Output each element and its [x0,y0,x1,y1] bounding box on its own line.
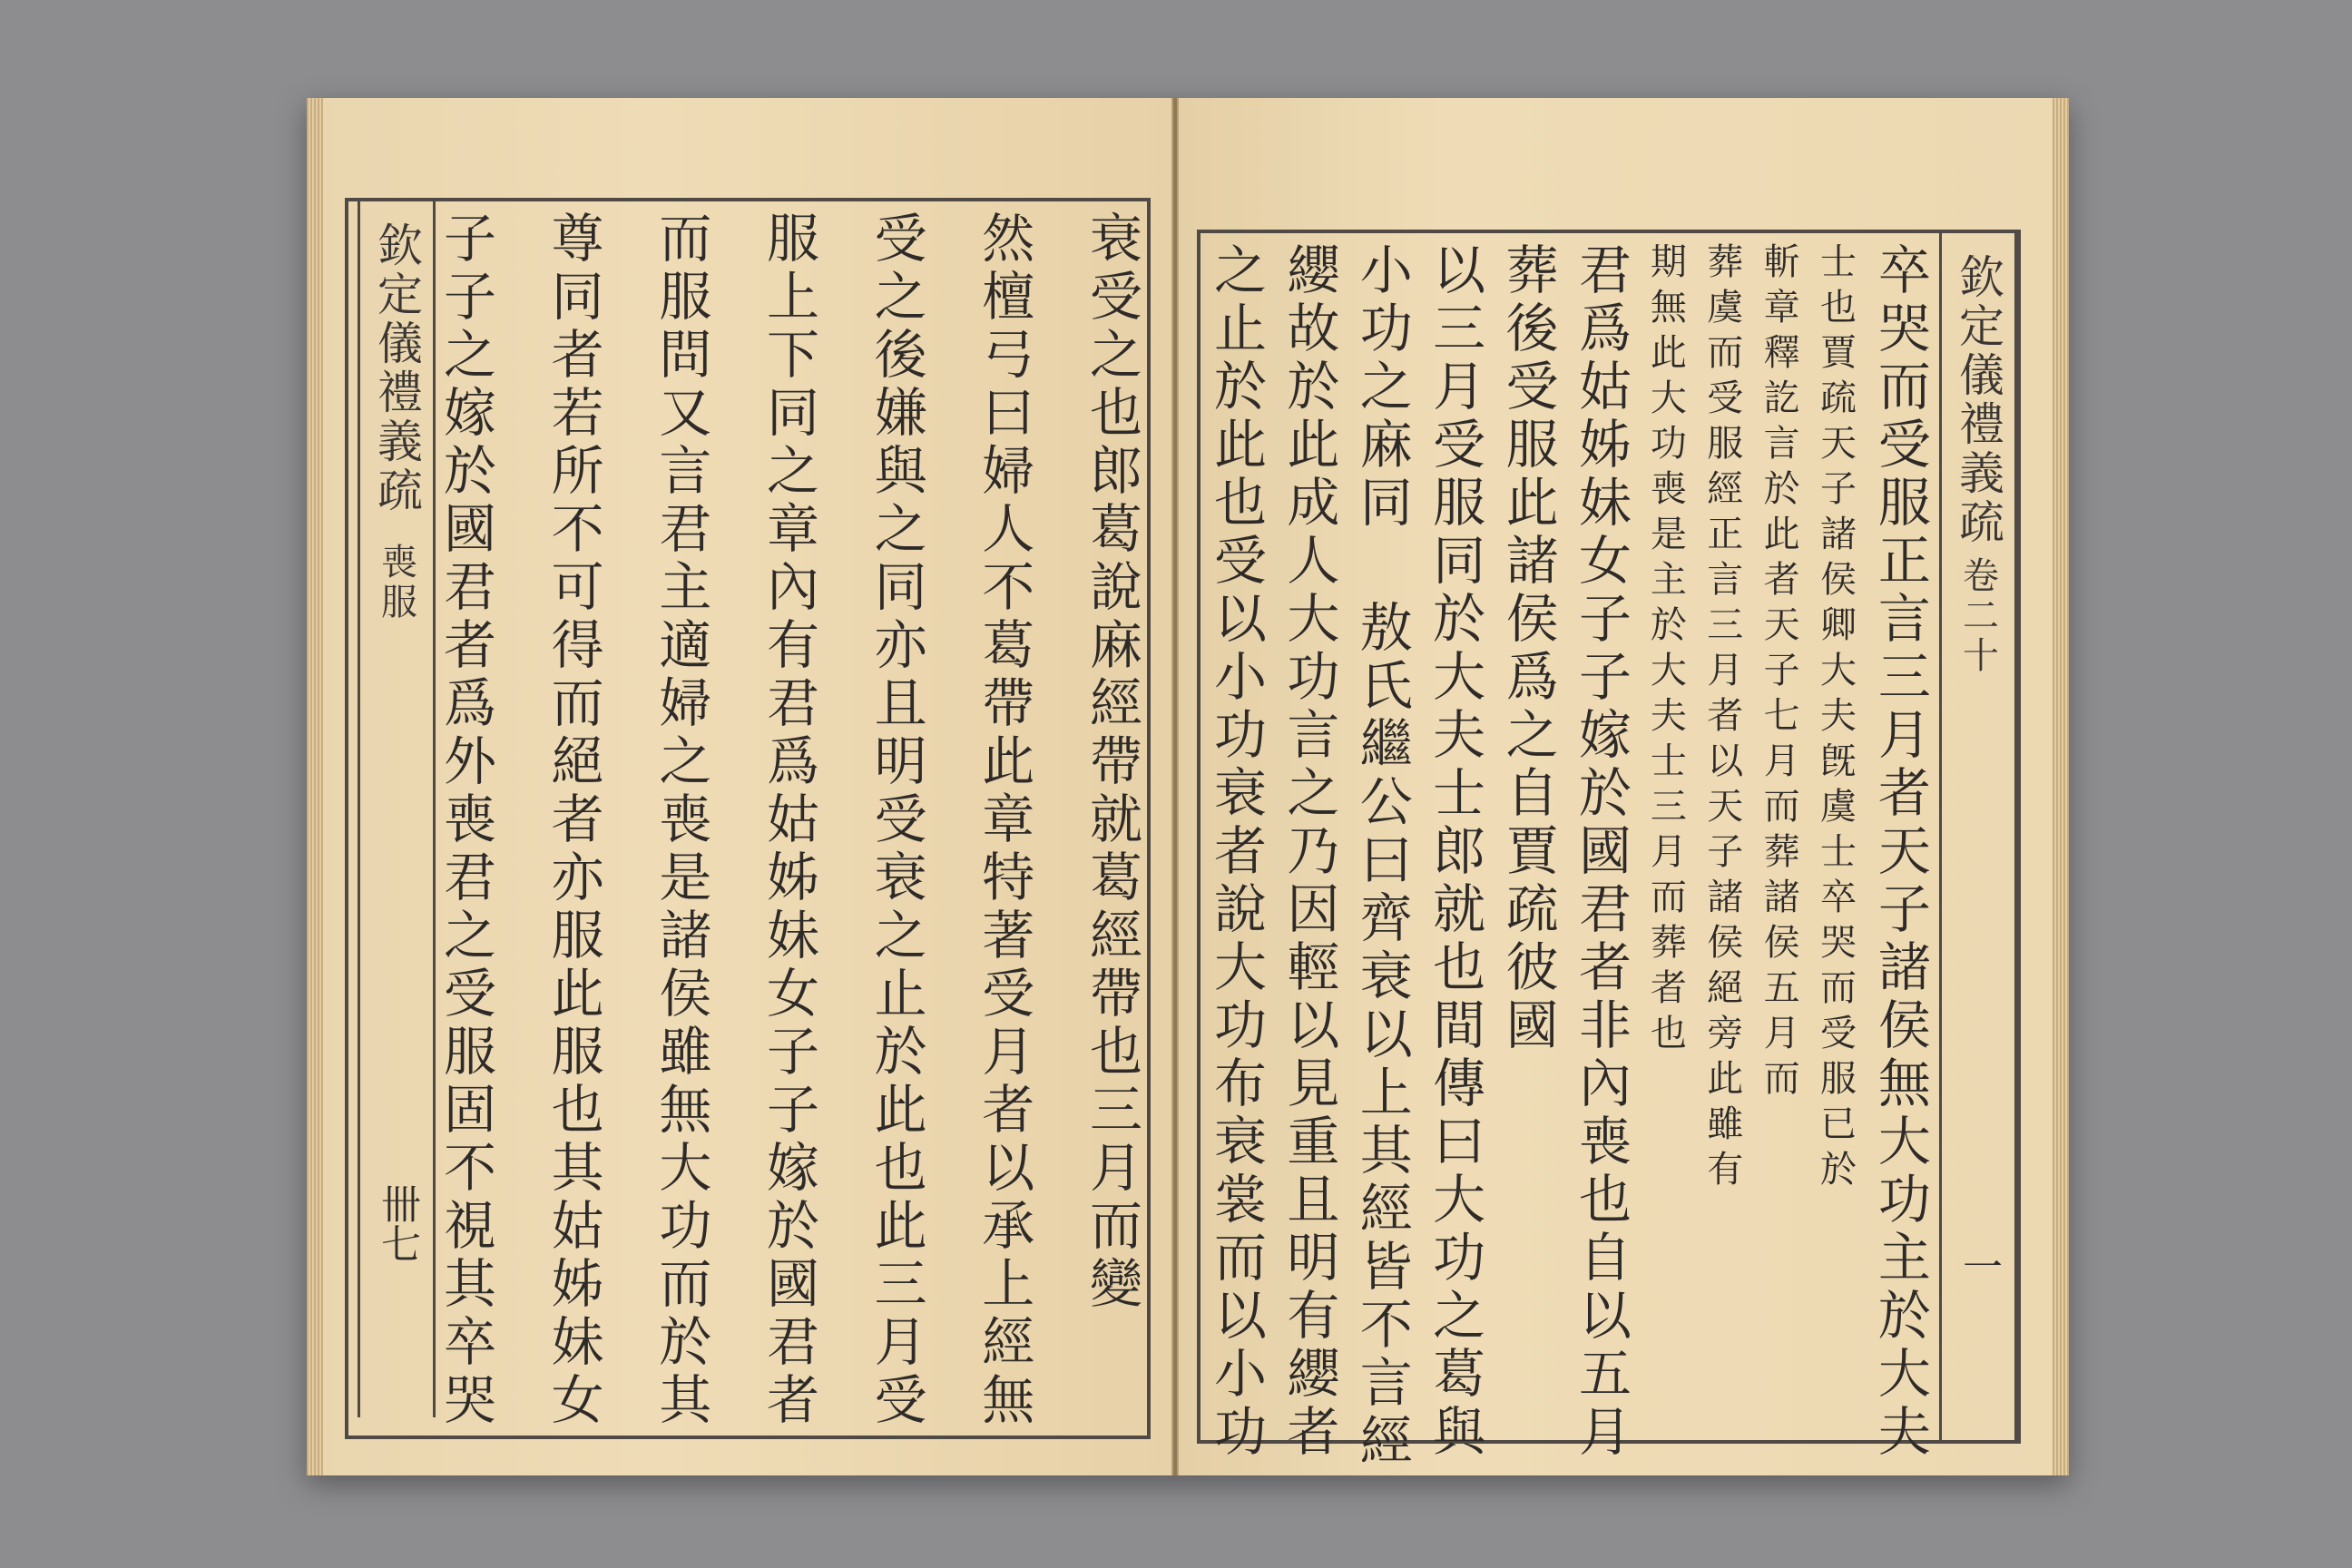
margin-title: 欽定儀禮義疏 [1952,253,2004,547]
text-column: 期無此大功喪是主於大夫士三月而葬者也 [1644,242,1687,1059]
margin-section: 喪服 [375,543,417,622]
margin-gutter [1939,233,2017,1440]
margin-section: 卷二十 [1956,556,1999,676]
text-column: 以三月受服同於大夫士郎就也間傳曰大功之葛與 [1424,242,1486,1462]
text-column: 纓故於此成人大功言之乃因輕以見重且明有纓者 [1278,242,1340,1462]
text-column: 服上下同之章內有君爲姑姊妹女子子嫁於國君者 [757,211,819,1430]
text-column: 小功之麻同 敖氏繼公曰齊衰以上其經皆不言經 [1350,242,1413,1471]
right-page [1177,98,2069,1475]
text-column: 尊同者若所不可得而絕者亦服此服也其姑姊妹女 [542,211,604,1430]
text-column: 葬後受服此諸侯爲之自賈疏彼國 [1496,242,1559,1055]
text-column: 然檀弓曰婦人不葛帶此章特著受月者以承上經無 [973,211,1035,1430]
margin-page-number: 卌七 [374,1183,420,1263]
left-page [307,98,1173,1475]
text-columns [1205,242,1931,1471]
text-column: 士也賈疏天子諸侯卿大夫旣虞士卒哭而受服已於 [1814,242,1857,1195]
text-column: 受之後嫌與之同亦且明受衰之止於此也此三月受 [865,211,927,1430]
open-book [307,98,2069,1475]
text-columns [435,211,1142,1430]
page-edge [307,98,323,1475]
text-column: 斬章釋訖言於此者天子七月而葬諸侯五月而 [1758,242,1800,1104]
margin-title: 欽定儀禮義疏 [370,221,423,515]
text-column: 而服問又言君主適婦之喪是諸侯雖無大功而於其 [650,211,712,1430]
text-column: 之止於此也受以小功衰者說大功布衰裳而以小功 [1205,242,1267,1462]
text-column: 衰受之也郎葛說麻經帶就葛經帶也三月而變 [1080,211,1142,1314]
margin-gutter [358,201,436,1417]
margin-page-number: 一 [1955,1246,2002,1286]
text-column: 子子之嫁於國君者爲外喪君之受服固不視其卒哭 [435,211,496,1430]
text-column: 葬虞而受服經正言三月者以天子諸侯絕旁此雖有 [1700,242,1743,1195]
text-column: 卒哭而受服正言三月者天子諸侯無大功主於大夫 [1868,242,1931,1462]
text-frame [345,198,1151,1439]
text-frame [1197,230,2021,1471]
page-edge [2053,98,2069,1475]
text-column: 君爲姑姊妹女子子嫁於國君者非內喪也自以五月 [1569,242,1632,1462]
